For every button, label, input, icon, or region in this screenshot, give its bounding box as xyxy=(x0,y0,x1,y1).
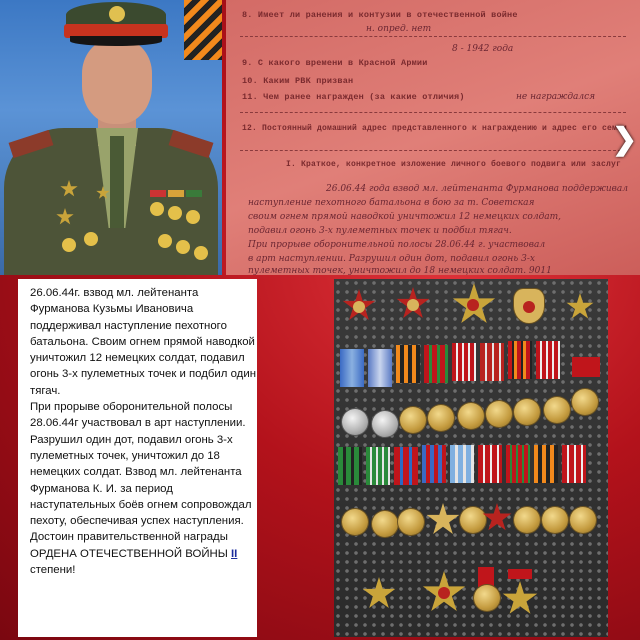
medal-icon xyxy=(486,401,512,427)
doc-rule xyxy=(240,112,626,114)
order-center xyxy=(523,301,535,313)
medal-icon xyxy=(84,232,98,246)
doc-handwriting: своим огнем прямой наводкой уничтожил 12 немецких солдат, xyxy=(248,212,562,222)
medal-ribbon xyxy=(338,447,362,485)
medal-icon xyxy=(372,511,398,537)
star-medal-icon xyxy=(426,503,460,537)
award-degree: II xyxy=(231,547,238,560)
medal-ribbon xyxy=(368,349,392,387)
medal-icon xyxy=(62,238,76,252)
medal-ribbon xyxy=(340,349,364,387)
award-suffix: степени! xyxy=(30,564,76,577)
medal-icon xyxy=(544,397,570,423)
medal-ribbon xyxy=(534,445,558,483)
medal-ribbon xyxy=(508,569,532,579)
medal-icon xyxy=(150,202,164,216)
st-george-ribbon xyxy=(184,0,222,60)
medal-icon xyxy=(342,509,368,535)
medal-icon xyxy=(342,409,368,435)
doc-handwriting: 26.06.44 года взвод мл. лейтенанта Фурманова поддерживал xyxy=(326,184,628,194)
cap-visor xyxy=(70,36,162,46)
medal-icon xyxy=(458,403,484,429)
ribbon-bar xyxy=(168,190,184,197)
medal-ribbon xyxy=(396,345,420,383)
doc-handwriting: в арт наступлении. Разрушил один дот, подавил огонь 3-х xyxy=(248,254,535,264)
medals-collection-photo xyxy=(334,279,608,637)
doc-line: 8. Имеет ли ранения и контузии в отечественной войне xyxy=(242,10,518,20)
doc-handwriting: подавил огонь 3-х пулеметных точек и подбил тягач. xyxy=(248,226,512,236)
medal-ribbon xyxy=(480,343,504,381)
medal-icon xyxy=(514,399,540,425)
medal-icon xyxy=(474,585,500,611)
award-line xyxy=(30,529,257,578)
award-document-scan xyxy=(226,0,640,275)
badge-icon xyxy=(362,577,396,611)
badge-icon xyxy=(502,581,538,617)
citation-paragraph: При прорыве оборонительной полосы 28.06.44г участвовал в арт наступлении. Разрушил один дот, подавил огонь 3-х пулеметных точек, уничтожил до 18 немецких солдат. Взвод мл. лейтенанта Фурманова К. И. за период наступательных боёв огнем сопровождал пехоту, обеспечивая успех наступления. xyxy=(30,401,252,528)
medal-ribbon xyxy=(478,567,494,587)
veteran-face xyxy=(82,40,152,124)
medal-ribbon xyxy=(394,447,418,485)
doc-line: I. Краткое, конкретное изложение личного боевого подвига или заслуг xyxy=(286,160,622,169)
doc-line: 12. Постоянный домашний адрес представленного к награждению и адрес его семьи xyxy=(242,124,628,133)
medal-ribbon xyxy=(506,445,530,483)
doc-handwriting: не награждался xyxy=(516,92,596,102)
medal-icon xyxy=(176,240,190,254)
veteran-portrait-photo xyxy=(0,0,222,275)
medal-ribbon xyxy=(422,445,446,483)
medal-icon xyxy=(572,389,598,415)
medal-ribbon xyxy=(424,345,448,383)
doc-handwriting: 8 - 1942 года xyxy=(452,44,514,54)
medal-icon xyxy=(542,507,568,533)
cap-badge-icon xyxy=(109,6,125,22)
doc-line: 11. Чем ранее награжден (за какие отличия) xyxy=(242,92,465,102)
medal-icon xyxy=(186,210,200,224)
order-center xyxy=(407,299,419,311)
award-prefix: Достоин правительственной награды xyxy=(30,531,228,544)
doc-handwriting: н. опред. нет xyxy=(366,24,432,34)
medal-icon xyxy=(428,405,454,431)
ribbon-bar xyxy=(150,190,166,197)
medal-icon xyxy=(400,407,426,433)
tie xyxy=(110,136,124,228)
order-center xyxy=(467,299,479,311)
doc-handwriting: При прорыве оборонительной полосы 28.06.44 г. участвовал xyxy=(248,240,546,250)
medal-icon xyxy=(514,507,540,533)
medal-ribbon xyxy=(508,341,532,379)
citation-paragraph: 26.06.44г. взвод мл. лейтенанта Фурманова Кузьмы Ивановича поддерживал наступление пехотного батальона. Своим огнем прямой наводкой уничтожил 12 немецких солдат, подавил огонь 3-х пулеметных точек и подбил один тягач. xyxy=(30,287,256,397)
doc-handwriting: наступление пехотного батальона в бою за т. Советская xyxy=(248,198,535,208)
medal-ribbon xyxy=(572,357,600,377)
medal-icon xyxy=(168,206,182,220)
medal-ribbon xyxy=(366,447,390,485)
medal-ribbon xyxy=(450,445,474,483)
star-badge-icon xyxy=(566,293,594,321)
medal-ribbon xyxy=(452,343,476,381)
doc-handwriting: пулеметных точек, уничтожил до 18 немецких солдат. 9011 xyxy=(248,266,552,275)
doc-line: 9. С какого времени в Красной Армии xyxy=(242,58,428,68)
medal-ribbon xyxy=(536,341,560,379)
citation-text-card xyxy=(18,279,257,637)
doc-rule xyxy=(240,150,626,152)
medal-icon xyxy=(460,507,486,533)
citation-text xyxy=(30,285,257,578)
doc-rule xyxy=(240,36,626,38)
order-center xyxy=(353,301,365,313)
medal-icon xyxy=(194,246,208,260)
chevron-right-icon[interactable]: ❯ xyxy=(612,123,638,156)
medal-icon xyxy=(158,234,172,248)
medal-icon xyxy=(570,507,596,533)
medal-ribbon xyxy=(562,445,586,483)
order-center xyxy=(438,587,450,599)
medal-ribbon xyxy=(478,445,502,483)
star-medal-icon xyxy=(482,503,512,533)
ribbon-bar xyxy=(186,190,202,197)
medal-icon xyxy=(398,509,424,535)
award-name: ОРДЕНА ОТЕЧЕСТВЕННОЙ ВОЙНЫ xyxy=(30,547,228,560)
doc-line: 10. Каким РВК призван xyxy=(242,76,354,86)
medal-icon xyxy=(372,411,398,437)
